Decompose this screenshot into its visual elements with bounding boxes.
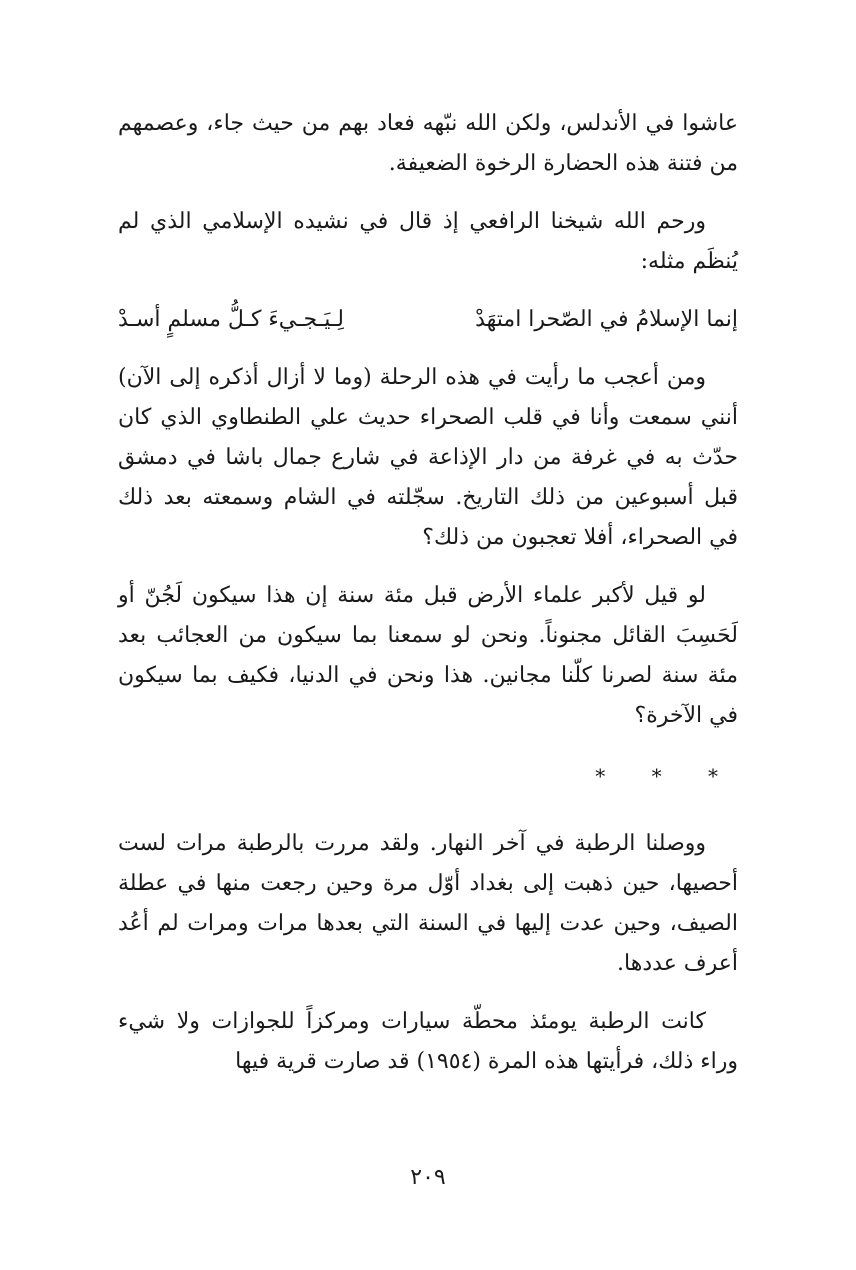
paragraph-4: لو قيل لأكبر علماء الأرض قبل مئة سنة إن هذا سيكون لَجُنّ أو لَحَسِبَ القائل مجنوناً. ونحن لو سمعنا بما سيكون من العجائب بعد مئة سنة لصرنا كلّنا مجانين. هذا ونحن في الدنيا، فكيف بما سيكون في الآخرة؟ bbox=[118, 583, 738, 728]
paragraph-2: ورحم الله شيخنا الرافعي إذ قال في نشيده الإسلامي الذي لم يُنظَم مثله: bbox=[118, 209, 738, 274]
poem-verse bbox=[118, 300, 738, 340]
page-body bbox=[118, 104, 738, 1100]
verse-first-hemistich: إنما الإسلامُ في الصّحرا امتهَدْ bbox=[475, 307, 738, 332]
section-separator: * * * bbox=[595, 764, 738, 788]
paragraph-5: ووصلنا الرطبة في آخر النهار. ولقد مررت بالرطبة مرات لست أحصيها، حين ذهبت إلى بغداد أوّل مرة وحين رجعت منها في عطلة الصيف، وحين عدت إليها في السنة التي بعدها مرات ومرات لم أعُد أعرف عددها. bbox=[118, 831, 739, 976]
paragraph-1: عاشوا في الأندلس، ولكن الله نبّهه فعاد بهم من حيث جاء، وعصمهم من فتنة هذه الحضارة الرخوة الضعيفة. bbox=[118, 111, 738, 176]
verse-second-hemistich: لِـيَـجـيءَ كـلُّ مسلمٍ أسـدْ bbox=[118, 307, 344, 332]
page-number: ٢٠٩ bbox=[410, 1165, 446, 1190]
paragraph-6: كانت الرطبة يومئذ محطّة سيارات ومركزاً للجوازات ولا شيء وراء ذلك، فرأيتها هذه المرة (١٩٥٤) قد صارت قرية فيها bbox=[118, 1009, 738, 1074]
paragraph-3: ومن أعجب ما رأيت في هذه الرحلة (وما لا أزال أذكره إلى الآن) أنني سمعت وأنا في قلب الصحراء حديث علي الطنطاوي الذي كان حدّث به في غرفة من دار الإذاعة في شارع جمال باشا في دمشق قبل أسبوعين من ذلك التاريخ. سجّلته في الشام وسمعته بعد ذلك في الصحراء، أفلا تعجبون من ذلك؟ bbox=[118, 365, 738, 550]
